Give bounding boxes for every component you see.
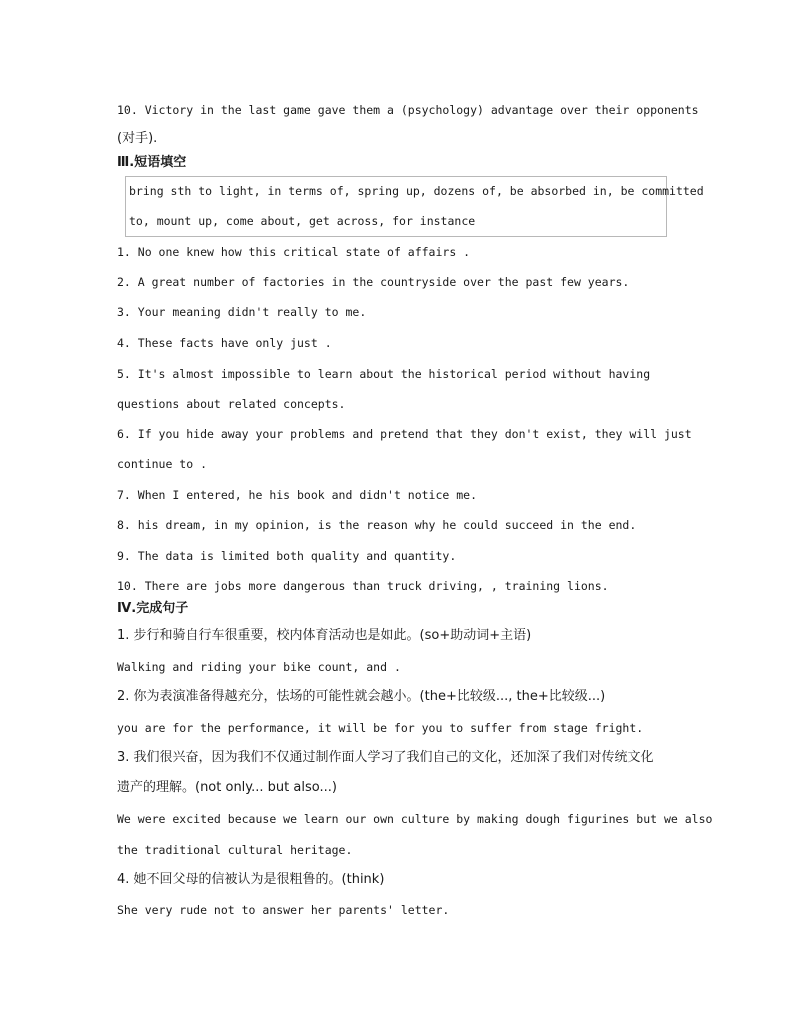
phrase-question-8: 8. his dream, in my opinion, is the reason why he could succeed in the end. bbox=[117, 518, 637, 532]
phrase-question-10: 10. There are jobs more dangerous than truck driving, , training lions. bbox=[117, 579, 609, 593]
phrase-bank-line2: to, mount up, come about, get across, for instance bbox=[129, 214, 476, 228]
section-3-title: Ⅲ.短语填空 bbox=[117, 155, 187, 170]
sentence-2-english: you are for the performance, it will be for you to suffer from stage fright. bbox=[117, 721, 644, 735]
phrase-question-3: 3. Your meaning didn't really to me. bbox=[117, 305, 367, 319]
sentence-3-chinese-line1: 3. 我们很兴奋，因为我们不仅通过制作面人学习了我们自己的文化，还加深了我们对传统文化 bbox=[117, 750, 654, 765]
sentence-3-english-line2: the traditional cultural heritage. bbox=[117, 843, 353, 857]
phrase-question-2: 2. A great number of factories in the countryside over the past few years. bbox=[117, 275, 630, 289]
question-10-prev-line2: (对手). bbox=[117, 131, 158, 146]
question-10-prev-line1: 10. Victory in the last game gave them a (psychology) advantage over their opponents bbox=[117, 103, 699, 117]
sentence-3-english-line1: We were excited because we learn our own culture by making dough figurines but we also bbox=[117, 812, 713, 826]
phrase-bank-box bbox=[125, 176, 704, 237]
phrase-question-5-line2: questions about related concepts. bbox=[117, 397, 346, 411]
phrase-question-6-line2: continue to . bbox=[117, 457, 208, 471]
sentence-4-english: She very rude not to answer her parents' letter. bbox=[117, 903, 450, 917]
sentence-1-chinese: 1. 步行和骑自行车很重要，校内体育活动也是如此。(so+助动词+主语) bbox=[117, 628, 532, 643]
sentence-4-chinese: 4. 她不回父母的信被认为是很粗鲁的。(think) bbox=[117, 872, 385, 887]
section-4-title: Ⅳ.完成句子 bbox=[117, 601, 189, 616]
phrase-question-6-line1: 6. If you hide away your problems and pretend that they don't exist, they will just bbox=[117, 427, 692, 441]
phrase-question-7: 7. When I entered, he his book and didn't notice me. bbox=[117, 488, 478, 502]
phrase-question-9: 9. The data is limited both quality and quantity. bbox=[117, 549, 457, 563]
sentence-1-english: Walking and riding your bike count, and . bbox=[117, 660, 401, 674]
sentence-3-chinese-line2: 遗产的理解。(not only... but also...) bbox=[117, 780, 337, 795]
sentence-2-chinese: 2. 你为表演准备得越充分，怯场的可能性就会越小。(the+比较级..., the+比较级...) bbox=[117, 689, 606, 704]
phrase-question-5-line1: 5. It's almost impossible to learn about the historical period without having bbox=[117, 367, 651, 381]
phrase-bank-line1: bring sth to light, in terms of, spring up, dozens of, be absorbed in, be committed bbox=[129, 184, 704, 198]
phrase-question-4: 4. These facts have only just . bbox=[117, 336, 332, 350]
phrase-question-1: 1. No one knew how this critical state of affairs . bbox=[117, 245, 471, 259]
